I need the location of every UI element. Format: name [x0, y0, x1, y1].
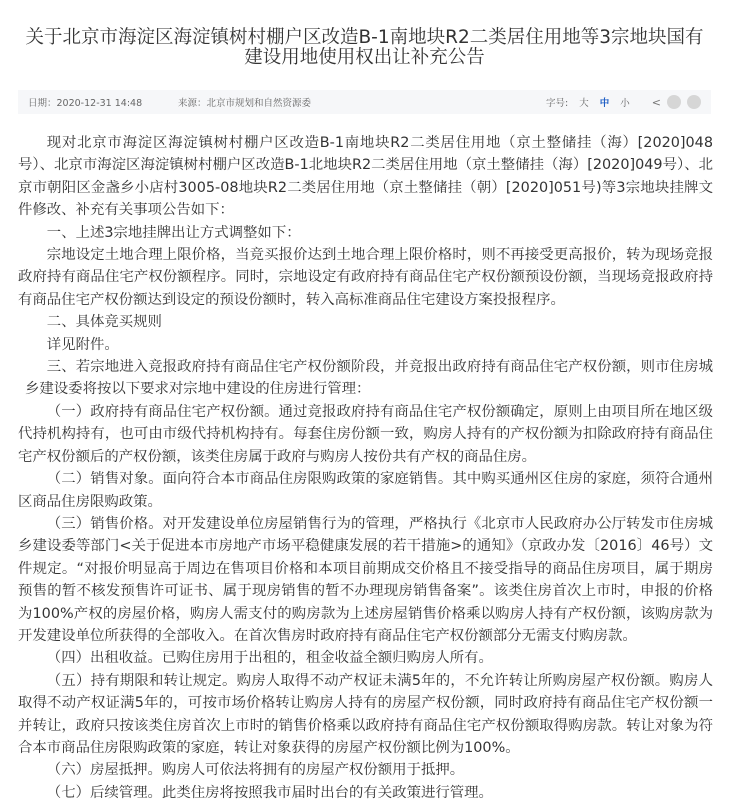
font-size-medium-button[interactable]: 中	[599, 98, 610, 109]
font-size-label: 字号:	[546, 98, 569, 109]
paragraph-item-4: （四）出租收益。已购住房用于出租的，租金收益全额归购房人所有。	[46, 650, 493, 667]
weibo-icon[interactable]	[687, 95, 701, 109]
paragraph-item-5: （五）持有期限和转让规定。购房人取得不动产权证未满5年的，不允许转让所购房屋产权份额。购房人取得不动产权证满5年的，可按市场价格转让购房人持有的房屋产权份额，同时政府持有商品住宅产权份额一并转让，政府只按该类住房首次上市时的销售价格乘以政府持有商品住宅产权份额取得购房款。转让对象为符合本市商品住房限购政策的家庭，转让对象获得的房屋产权份额比例为100%。	[18, 672, 713, 756]
paragraph-item-1: （一）政府持有商品住宅产权份额。通过竞报政府持有商品住宅产权份额确定，原则上由项目所在地区级代持机构持有，也可由市级代持机构持有。每套住房份额一致，购房人持有的产权份额为扣除政府持有商品住宅产权份额后的产权份额，该类住房属于政府与购房人按份共有产权的商品住房。	[18, 403, 713, 465]
wechat-icon[interactable]	[667, 95, 681, 109]
font-size-switcher	[546, 95, 630, 109]
paragraph-section-3: 三、若宗地进入竞报政府持有商品住宅产权份额阶段，并竞报出政府持有商品住宅产权份额，则市住房城乡建设委将按以下要求对宗地中建设的住房进行管理：	[25, 359, 713, 398]
font-size-large-button[interactable]: 大	[579, 98, 589, 109]
paragraph-intro: 现对北京市海淀区海淀镇树村棚户区改造B-1南地块R2二类居住用地（京土整储挂（海）[2020]048号）、北京市海淀区海淀镇树村棚户区改造B-1北地块R2二类居住用地（京土整储挂（海）[2020]049号）、北京市朝阳区金盏乡小店村3005-08地块R2二类居住用地（京土整储挂（朝）[2020]051号)等3宗地块挂牌文件修改、补充有关事项公告如下：	[18, 135, 713, 219]
article-body	[18, 132, 713, 804]
paragraph-item-7: （七）后续管理。此类住房将按照我市届时出台的有关政策进行管理。	[46, 784, 493, 801]
paragraph: 宗地设定土地合理上限价格，当竞买报价达到土地合理上限价格时，则不再接受更高报价，转为现场竞报政府持有商品住宅产权份额程序。同时，宗地设定有政府持有商品住宅产权份额预设份额，当现场竞报政府持有商品住宅产权份额达到设定的预设份额时，转入高标准商品住宅建设方案投报程序。	[18, 247, 713, 308]
article-meta-bar	[18, 90, 711, 114]
share-icons	[652, 95, 701, 109]
paragraph-section-2: 二、具体竞买规则	[46, 314, 162, 331]
source: 来源：北京市规划和自然资源委	[178, 98, 312, 109]
paragraph-item-6: （六）房屋抵押。购房人可依法将拥有的房屋产权份额用于抵押。	[46, 762, 465, 779]
share-icon[interactable]: <	[651, 95, 661, 109]
paragraph-item-2: （二）销售对象。面向符合本市商品住房限购政策的家庭销售。其中购买通州区住房的家庭，须符合通州区商品住房限购政策。	[18, 471, 713, 510]
paragraph: 详见附件。	[46, 336, 119, 353]
page-title: 关于北京市海淀区海淀镇树村棚户区改造B-1南地块R2二类居住用地等3宗地块国有建设用地使用权出让补充公告	[25, 27, 704, 68]
paragraph-item-3: （三）销售价格。对开发建设单位房屋销售行为的管理，严格执行《北京市人民政府办公厅转发市住房城乡建设委等部门<关于促进本市房地产市场平稳健康发展的若干措施>的通知》（京政办发〔2016〕46号）文件规定。“对报价明显高于周边在售项目价格和本项目前期成交价格且不接受指导的商品住房项目，属于期房预售的暂不核发预售许可证书、属于现房销售的暂不办理现房销售备案”。该类住房首次上市时，申报的价格为100%产权的房屋价格，购房人需支付的购房款为上述房屋销售价格乘以购房人持有产权份额，该购房款为开发建设单位所获得的全部收入。在首次售房时政府持有商品住宅产权份额部分无需支付购房款。	[18, 515, 713, 644]
publish-date: 日期：2020-12-31 14:48	[28, 98, 143, 109]
font-size-small-button[interactable]: 小	[620, 98, 630, 109]
paragraph-section-1: 一、上述3宗地挂牌出让方式调整如下：	[46, 224, 301, 241]
